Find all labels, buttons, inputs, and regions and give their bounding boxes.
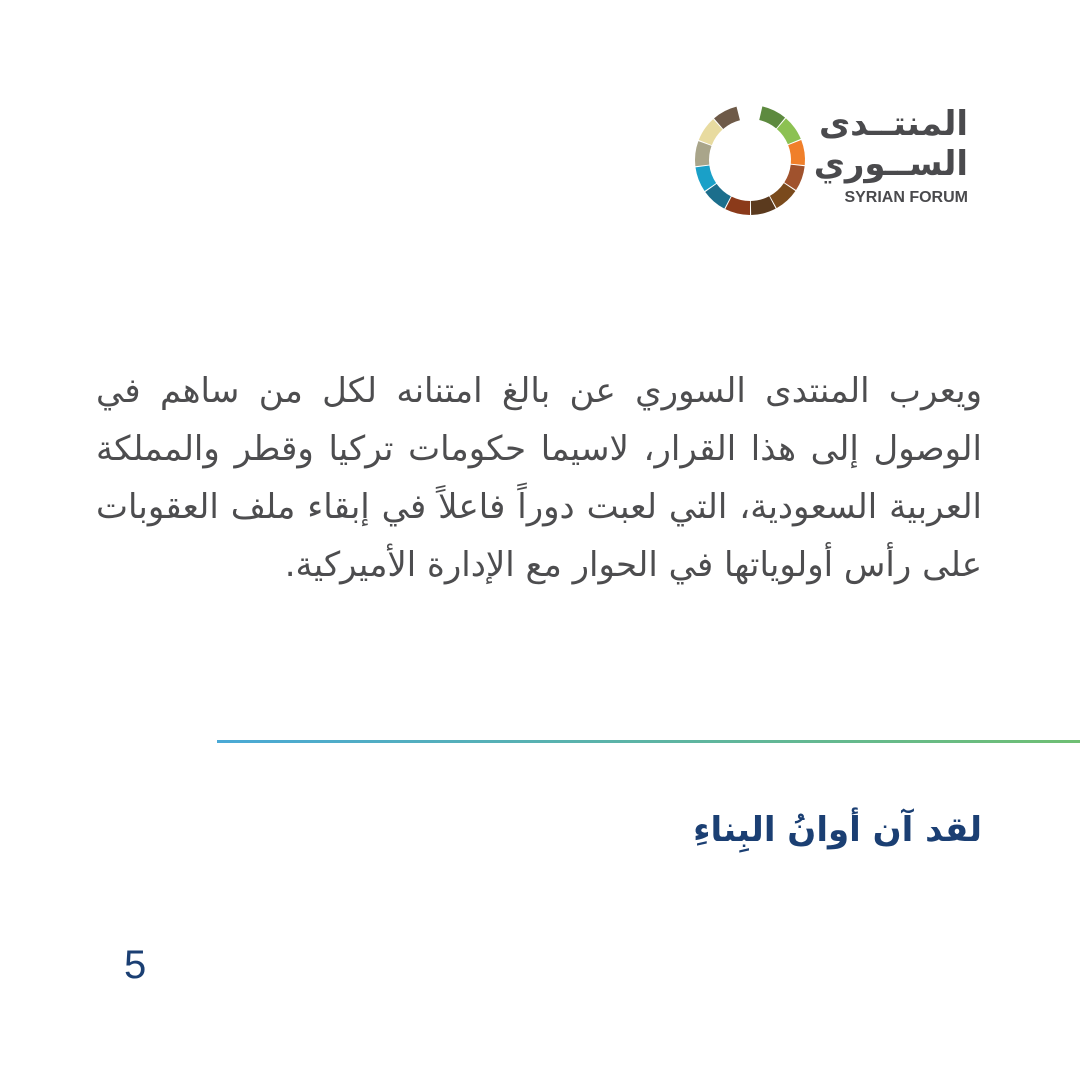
logo-english-name: SYRIAN FORUM: [844, 189, 968, 206]
gradient-divider: [217, 740, 1080, 743]
logo-ring-segment: [702, 143, 705, 165]
logo-ring-segment: [790, 165, 797, 186]
logo-arabic-line2: الســوري: [813, 144, 968, 184]
logo-ring-segment: [719, 113, 739, 123]
logo-ring-segment: [702, 166, 710, 187]
body-paragraph: ويعرب المنتدى السوري عن بالغ امتنانه لكل من ساهم في الوصول إلى هذا القرار، لاسيما حكومات تركيا وقطر والمملكة العربية السعودية، التي لعبت دوراً فاعلاً في إبقاء ملف العقوبات على رأس أولوياتها في الحوار مع الإدارة الأميركية.: [96, 371, 982, 585]
syrian-forum-logo: [690, 100, 980, 220]
logo-ring-segment: [751, 202, 772, 208]
logo-ring-segment: [728, 203, 750, 208]
slogan-heading: لقد آن أوانُ البِناءِ: [693, 810, 982, 850]
logo-ring-segment: [773, 187, 789, 202]
logo-ring-segment: [705, 124, 718, 142]
logo-ring-segment: [781, 124, 794, 142]
logo-ring-segment: [761, 113, 781, 123]
logo-ring-icon: [690, 100, 810, 220]
page-number: 5: [124, 943, 147, 987]
logo-arabic-line1: المنتــدى: [818, 104, 968, 144]
logo-ring-segment: [795, 143, 798, 165]
logo-wordmark: [813, 104, 968, 208]
logo-ring-segment: [711, 188, 728, 203]
